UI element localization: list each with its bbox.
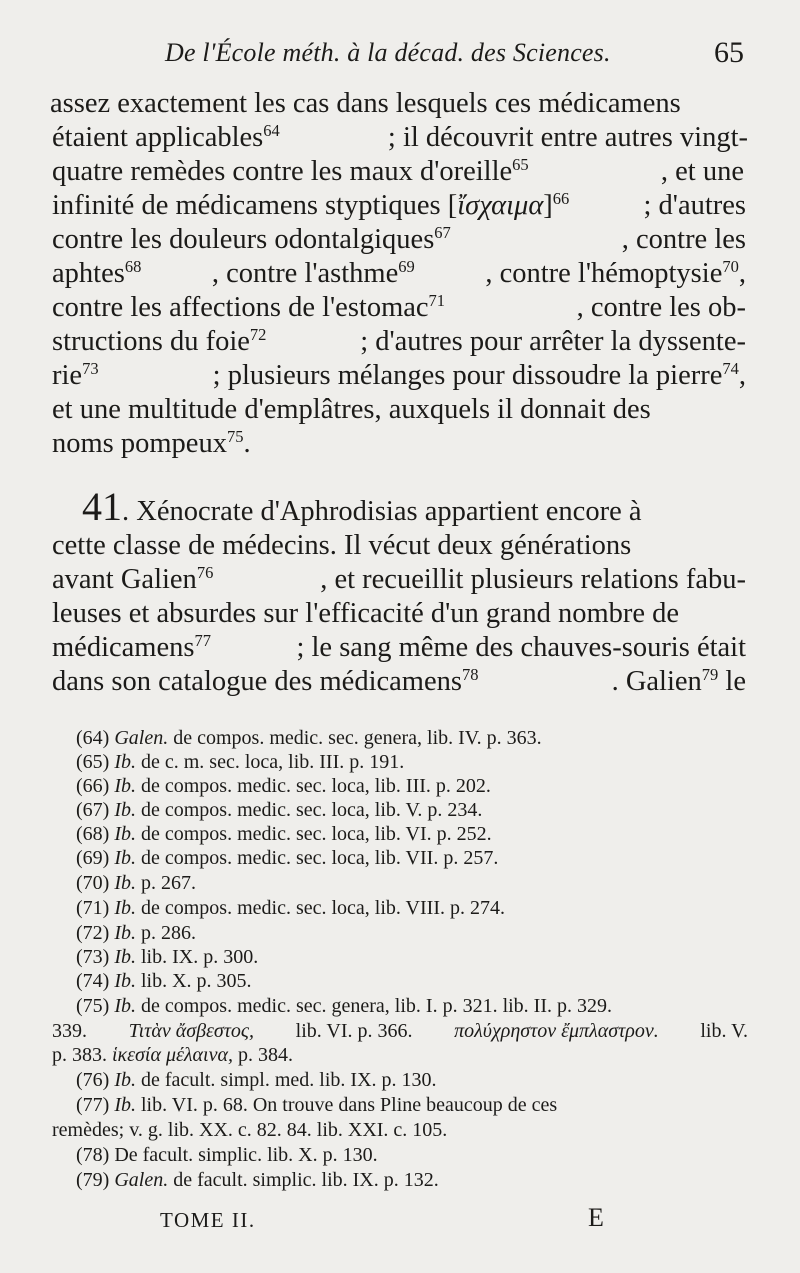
footnote-ref[interactable]: 75 bbox=[226, 426, 244, 446]
text-line: leuses et absurdes sur l'efficacité d'un grand nombre de bbox=[52, 598, 680, 629]
footnote: (74) Ib. lib. X. p. 305. bbox=[76, 970, 252, 992]
volume-signature: TOME II. bbox=[160, 1208, 256, 1232]
text-line: médicamens$^{77}$ ; le sang même des chauves-souris était bbox=[52, 630, 746, 663]
greek-term: ἴσχαιμα bbox=[457, 190, 544, 221]
footnote-ref[interactable]: 67 bbox=[434, 222, 451, 242]
text-line: assez exactement les cas dans lesquels ces médicamens bbox=[50, 88, 681, 119]
footnote: (70) Ib. p. 267. bbox=[76, 872, 196, 894]
footnote: (79) Galen. de facult. simplic. lib. IX. p. 132. bbox=[76, 1169, 439, 1191]
footnote: (77) Ib. lib. VI. p. 68. On trouve dans Pline beaucoup de ces bbox=[76, 1094, 558, 1116]
footnote: (69) Ib. de compos. medic. sec. loca, lib. VII. p. 257. bbox=[76, 847, 499, 869]
greek-term: πολύχρηστον ἔμπλαστρον. bbox=[454, 1020, 659, 1042]
footnote: (67) Ib. de compos. medic. sec. loca, lib. V. p. 234. bbox=[76, 799, 483, 821]
greek-term: Τιτὰν ἄσβεστος, bbox=[128, 1020, 255, 1042]
text-line: aphtes$^{68}$ , contre l'asthme$^{69}$ , contre l'hémoptysie$^{70}$, bbox=[52, 256, 746, 289]
text-line: dans son catalogue des médicamens$^{78}$ . Galien$^{79}$ le bbox=[52, 664, 746, 697]
footnote: (68) Ib. de compos. medic. sec. loca, lib. VI. p. 252. bbox=[76, 823, 492, 845]
footnote-ref[interactable]: 70 bbox=[722, 256, 739, 276]
text-line: contre les affections de l'estomac$^{71}$ , contre les ob- bbox=[52, 290, 746, 323]
section-number: 41 bbox=[82, 484, 122, 529]
footnote: (75) Ib. de compos. medic. sec. genera, lib. I. p. 321. lib. II. p. 329. bbox=[76, 995, 612, 1017]
text-line: quatre remèdes contre les maux d'oreille$^{65}$ , et une bbox=[52, 154, 744, 187]
footnote-continuation: remèdes; v. g. lib. XX. c. 82. 84. lib. XXI. c. 105. bbox=[52, 1119, 448, 1141]
text-line: étaient applicables$^{64}$ ; il découvrit entre autres vingt- bbox=[52, 120, 748, 153]
footnote-continuation: p. 383. ἱκεσία μέλαινα, p. 384. bbox=[52, 1044, 293, 1066]
text-line: et une multitude d'emplâtres, auxquels il donnait des bbox=[52, 394, 651, 425]
footnote-ref[interactable]: 65 bbox=[512, 154, 529, 174]
footnote-ref[interactable]: 76 bbox=[196, 562, 214, 582]
page-number: 65 bbox=[714, 36, 744, 69]
gathering-signature: E bbox=[588, 1203, 604, 1232]
footnote: (76) Ib. de facult. simpl. med. lib. IX. p. 130. bbox=[76, 1069, 437, 1091]
footnote-ref[interactable]: 79 bbox=[701, 664, 719, 684]
text-line: avant Galien$^{76}$ , et recueillit plusieurs relations fabu- bbox=[52, 562, 746, 595]
footnote: (78) De facult. simplic. lib. X. p. 130. bbox=[76, 1144, 378, 1166]
footnote-ref[interactable]: 69 bbox=[398, 256, 415, 276]
text-line: rie$^{73}$ ; plusieurs mélanges pour dissoudre la pierre$^{74}$, bbox=[52, 358, 746, 391]
footnote: (65) Ib. de c. m. sec. loca, lib. III. p. 191. bbox=[76, 751, 405, 773]
text-line: noms pompeux$^{75}$. bbox=[52, 426, 251, 459]
greek-term: ἱκεσία μέλαινα, bbox=[112, 1044, 233, 1066]
footnote: (64) Galen. de compos. medic. sec. genera, lib. IV. p. 363. bbox=[76, 727, 542, 749]
footnote-ref[interactable]: 66 bbox=[552, 188, 570, 208]
footnote-ref[interactable]: 73 bbox=[82, 358, 99, 378]
text-line: infinité de médicamens styptiques [ἴσχαιμα]$^{66}$ ; d'autres bbox=[52, 188, 746, 221]
footnote-ref[interactable]: 74 bbox=[722, 358, 739, 378]
footnote: (66) Ib. de compos. medic. sec. loca, lib. III. p. 202. bbox=[76, 775, 491, 797]
text-line: structions du foie$^{72}$ ; d'autres pour arrêter la dyssente- bbox=[52, 324, 746, 357]
page-header bbox=[0, 30, 800, 80]
text-line: contre les douleurs odontalgiques$^{67}$ , contre les bbox=[52, 222, 746, 255]
footnote-continuation: 339. Τιτὰν ἄσβεστος, lib. VI. p. 366. πολύχρηστον ἔμπλαστρον. lib. V. bbox=[52, 1020, 748, 1042]
footnote-ref[interactable]: 77 bbox=[194, 630, 211, 650]
footnote: (71) Ib. de compos. medic. sec. loca, lib. VIII. p. 274. bbox=[76, 897, 505, 919]
running-title: De l'École méth. à la décad. des Sciences. bbox=[165, 38, 611, 67]
footnote-ref[interactable]: 64 bbox=[263, 120, 280, 140]
text-line: cette classe de médecins. Il vécut deux générations bbox=[52, 530, 632, 561]
footnote-ref[interactable]: 71 bbox=[428, 290, 446, 310]
footnote-ref[interactable]: 78 bbox=[461, 664, 479, 684]
footnote-ref[interactable]: 68 bbox=[124, 256, 142, 276]
footnote: (72) Ib. p. 286. bbox=[76, 922, 196, 944]
footnote: (73) Ib. lib. IX. p. 300. bbox=[76, 946, 259, 968]
footnote-ref[interactable]: 72 bbox=[249, 324, 267, 344]
text-line: 41. Xénocrate d'Aphrodisias appartient encore à bbox=[82, 484, 642, 529]
